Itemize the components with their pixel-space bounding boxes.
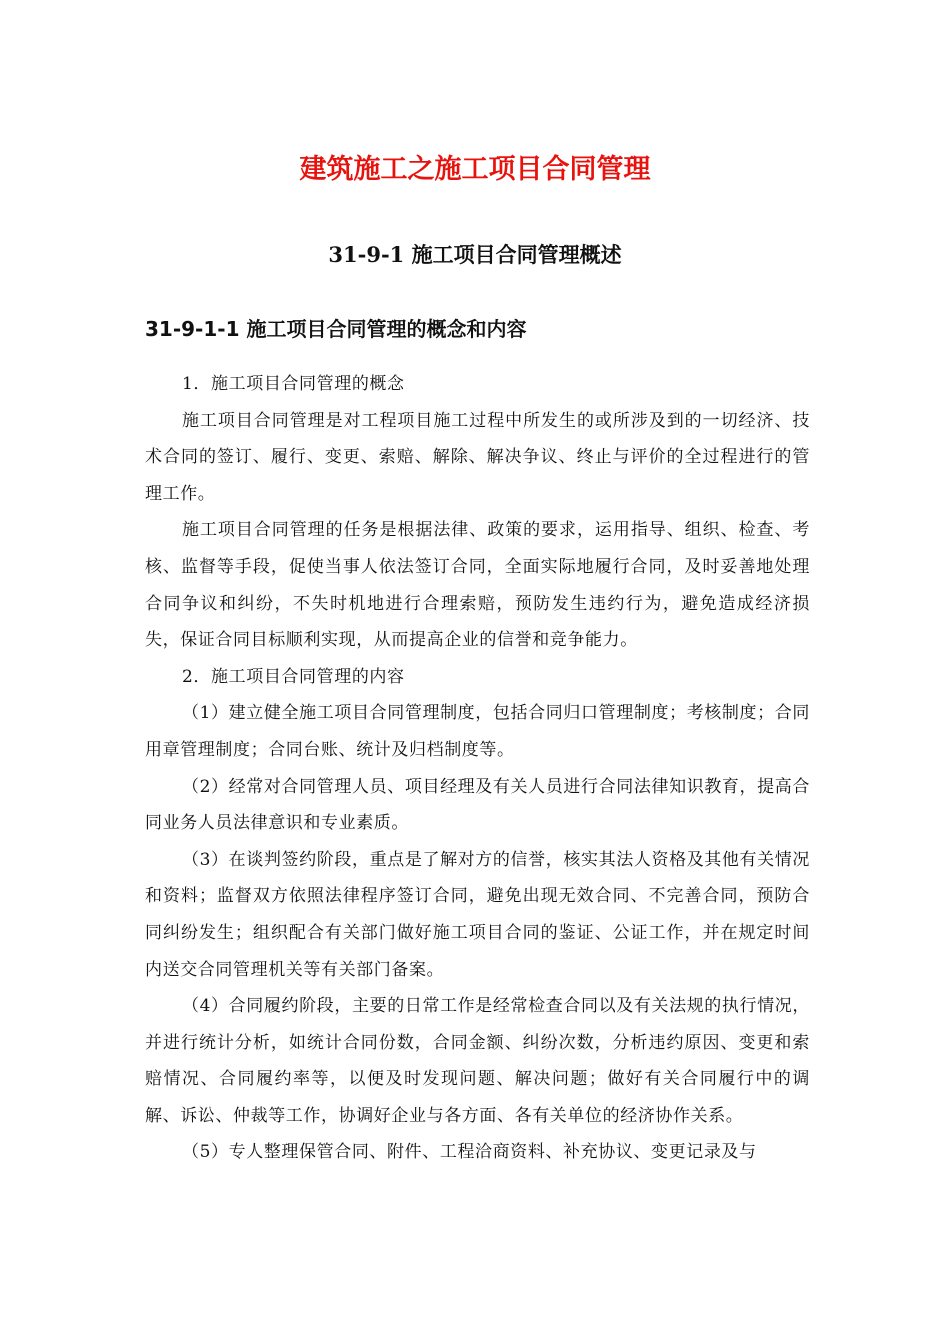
section-title: 31-9-1 施工项目合同管理概述 bbox=[328, 242, 622, 267]
list-item-4: （4）合同履约阶段，主要的日常工作是经常检查合同以及有关法规的执行情况，并进行统计分析，如统计合同份数，合同金额、纠纷次数，分析违约原因、变更和索赔情况、合同履约率等，以便及时发现问题、解决问题；做好有关合同履行中的调解、诉讼、仲裁等工作，协调好企业与各方面、各有关单位的经济协作关系。 bbox=[145, 996, 810, 1126]
list-item-5: （5）专人整理保管合同、附件、工程洽商资料、补充协议、变更记录及与 bbox=[182, 1142, 757, 1163]
list-item-3: （3）在谈判签约阶段，重点是了解对方的信誉，核实其法人资格及其他有关情况和资料；监督双方依照法律程序签订合同，避免出现无效合同、不完善合同，预防合同纠纷发生；组织配合有关部门做好施工项目合同的鉴证、公证工作，并在规定时间内送交合同管理机关等有关部门备案。 bbox=[145, 849, 810, 980]
paragraph-definition: 施工项目合同管理是对工程项目施工过程中所发生的或所涉及到的一切经济、技术合同的签订、履行、变更、索赔、解除、解决争议、终止与评价的全过程进行的管理工作。 bbox=[145, 410, 810, 504]
heading-concept: 1．施工项目合同管理的概念 bbox=[182, 374, 405, 394]
document-title: 建筑施工之施工项目合同管理 bbox=[299, 154, 651, 185]
heading-content: 2．施工项目合同管理的内容 bbox=[182, 666, 405, 687]
document-body bbox=[145, 366, 810, 1171]
list-item-1: （1）建立健全施工项目合同管理制度，包括合同归口管理制度；考核制度；合同用章管理制度；合同台账、统计及归档制度等。 bbox=[145, 703, 810, 760]
paragraph-tasks: 施工项目合同管理的任务是根据法律、政策的要求，运用指导、组织、检查、考核、监督等手段，促使当事人依法签订合同，全面实际地履行合同，及时妥善地处理合同争议和纠纷，不失时机地进行合理索赔，预防发生违约行为，避免造成经济损失，保证合同目标顺利实现，从而提高企业的信誉和竞争能力。 bbox=[145, 520, 810, 651]
list-item-2: （2）经常对合同管理人员、项目经理及有关人员进行合同法律知识教育，提高合同业务人员法律意识和专业素质。 bbox=[145, 776, 810, 834]
subsection-title: 31-9-1-1 施工项目合同管理的概念和内容 bbox=[145, 317, 527, 341]
